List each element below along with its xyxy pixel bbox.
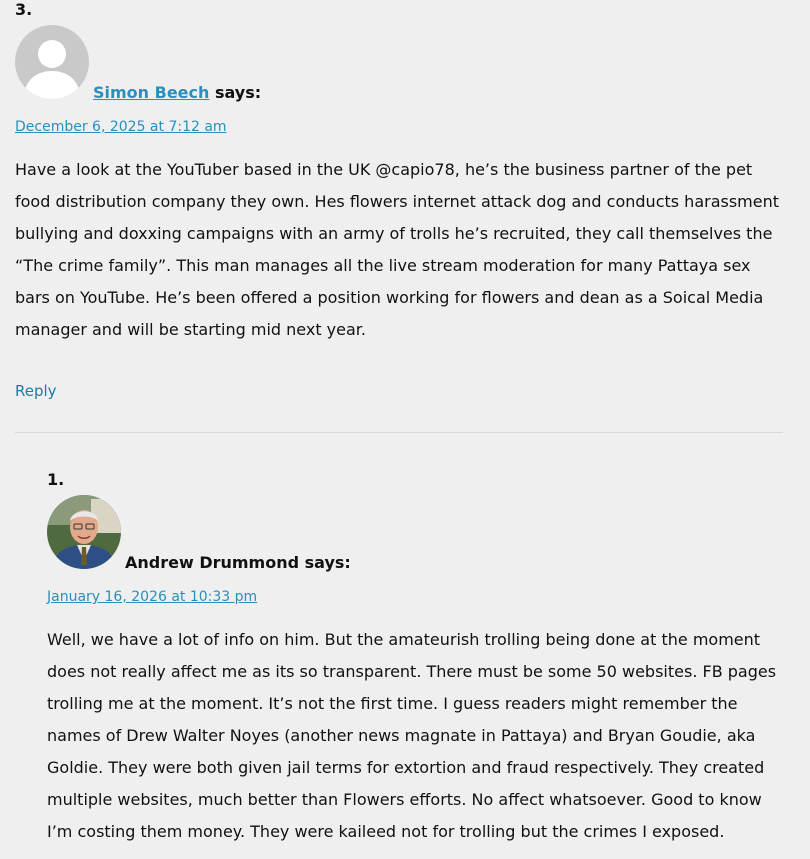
comment-author bbox=[125, 553, 351, 573]
comment-body: Well, we have a lot of info on him. But the amateurish trolling being done at the moment does not really affect me as its so transparent. There must be some 50 websites. FB pages trolling me at the moment. It’s not the first time. I guess readers might remember the names of Drew Walter Noyes (another news magnate in Pattaya) and Bryan Goudie, aka Goldie. They were both given jail terms for extortion and fraud respectively. They created multiple websites, much better than Flowers efforts. No affect whatsoever. Good to know I’m costing them money. They were kaileed not for trolling but the crimes I exposed. bbox=[47, 630, 777, 841]
comment-number: 3. bbox=[15, 0, 33, 19]
comment-author bbox=[93, 83, 261, 103]
comment-number: 1. bbox=[47, 470, 65, 489]
comment-simon-beech bbox=[15, 0, 785, 400]
comment-date-link[interactable]: December 6, 2025 at 7:12 am bbox=[15, 119, 227, 135]
comment-author-row bbox=[15, 20, 785, 102]
comment-andrew-drummond bbox=[47, 470, 787, 848]
reply-button[interactable]: Reply bbox=[15, 382, 57, 400]
author-name: Andrew Drummond bbox=[125, 553, 300, 572]
says-label: says: bbox=[209, 83, 262, 102]
comment-divider bbox=[15, 432, 783, 433]
comment-author-row bbox=[47, 490, 787, 572]
author-avatar bbox=[47, 495, 121, 569]
author-link[interactable]: Simon Beech bbox=[93, 83, 210, 102]
comment-date-link[interactable]: January 16, 2026 at 10:33 pm bbox=[47, 589, 258, 605]
comment-body: Have a look at the YouTuber based in the UK @capio78, he’s the business partner of the pet food distribution company they own. Hes flowers internet attack dog and conducts harassment bullying and doxxing campaigns with an army of trolls he’s recruited, they call themselves the “The crime family”. This man manages all the live stream moderation for many Pattaya sex bars on YouTube. He’s been offered a position working for flowers and dean as a Soical Media manager and will be starting mid next year. bbox=[15, 160, 780, 339]
default-avatar-icon bbox=[15, 25, 89, 99]
says-label: says: bbox=[299, 553, 351, 572]
